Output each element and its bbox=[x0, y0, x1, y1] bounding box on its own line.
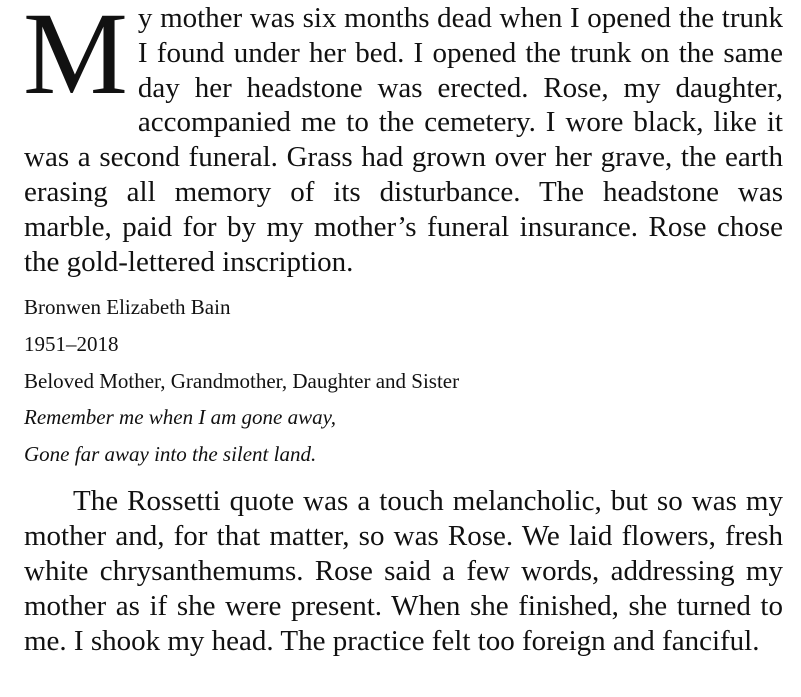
inscription-dedication: Beloved Mother, Grandmother, Daughter and Sister bbox=[24, 368, 460, 393]
drop-cap: M bbox=[23, 0, 128, 119]
opening-paragraph-text: y mother was six months dead when I opened the trunk I found under her bed. I opened the trunk on the same day her headstone was erected. Rose, my daughter, accompanied me to the cemetery. I wore black, like it was a second funeral. Grass had grown over her grave, the earth erasing all memory of its disturbance. The headstone was marble, paid for by my mother’s funeral insurance. Rose chose the gold-lettered inscription. bbox=[24, 2, 783, 278]
book-page bbox=[24, 0, 783, 658]
inscription-quote-line-2: Gone far away into the silent land. bbox=[24, 441, 317, 466]
headstone-inscription bbox=[24, 289, 783, 472]
inscription-quote-line-1: Remember me when I am gone away, bbox=[24, 405, 337, 430]
closing-paragraph: The Rossetti quote was a touch melancholic, but so was my mother and, for that matter, so was Rose. We laid flowers, fresh white chrysanthemums. Rose said a few words, addressing my mother as if she were present. When she finished, she turned to me. I shook my head. The practice felt too foreign and fanciful. bbox=[24, 485, 783, 657]
opening-paragraph bbox=[24, 1, 783, 279]
inscription-dates: 1951–2018 bbox=[24, 331, 119, 356]
inscription-name: Bronwen Elizabeth Bain bbox=[24, 295, 231, 320]
